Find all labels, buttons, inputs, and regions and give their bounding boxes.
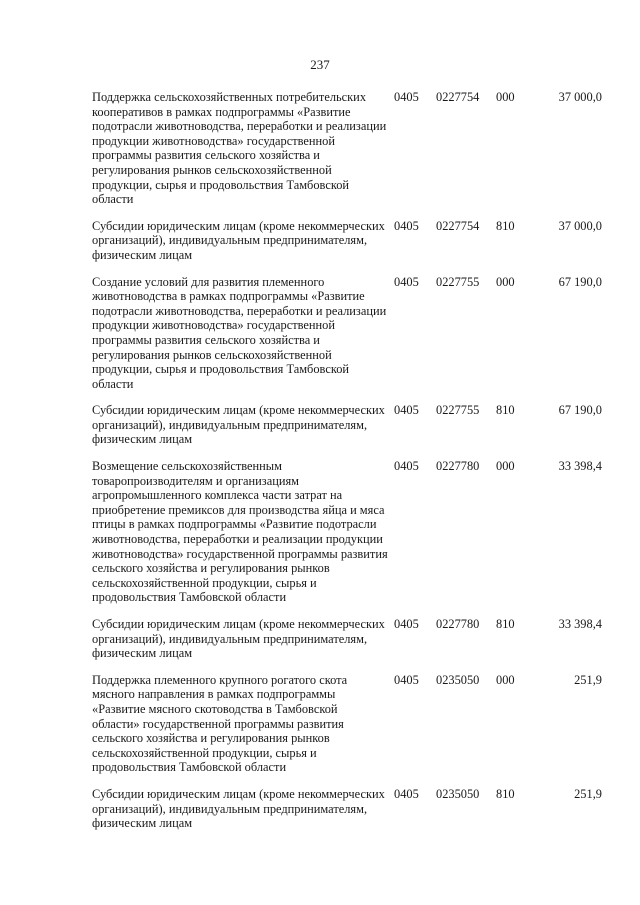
row-amount: 67 190,0	[558, 403, 602, 418]
row-article: 0227755	[436, 403, 480, 418]
row-name-text: Возмещение сельскохозяйственным товаропроизводителям и организациям агропромышленного комплекса части затрат на приобретение премиксов для производства яйца и мяса птицы в рамках подпрограммы «Развитие подотрасли животноводства, переработки и реализации продукции животноводства» государственной программы развития сельского хозяйства и регулирования рынков сельскохозяйственной продукции, сырья и продовольствия Тамбовской области	[92, 459, 388, 605]
row-section: 0405	[394, 617, 419, 631]
row-expense-type: 810	[496, 786, 515, 801]
row-name	[92, 90, 394, 219]
row-article: 0227780	[436, 617, 480, 631]
row-amount: 251,9	[574, 786, 602, 801]
table-row	[92, 459, 602, 617]
row-expense-type: 810	[496, 218, 515, 233]
table-row	[92, 90, 602, 219]
row-amount: 67 190,0	[558, 274, 602, 289]
row-section: 0405	[394, 403, 419, 418]
row-name	[92, 403, 394, 459]
row-article: 0227754	[436, 218, 480, 233]
table-row	[92, 787, 602, 843]
row-section: 0405	[394, 218, 419, 233]
table-row	[92, 219, 602, 275]
row-article: 0227754	[436, 90, 480, 104]
table-row	[92, 275, 602, 404]
row-expense-type: 810	[496, 617, 515, 631]
row-expense-type: 000	[496, 459, 515, 474]
table-row	[92, 617, 602, 673]
row-name	[92, 275, 394, 404]
row-expense-type: 000	[496, 274, 515, 289]
row-name	[92, 617, 394, 673]
row-name	[92, 219, 394, 275]
row-expense-type: 810	[496, 403, 515, 418]
page-number: 237	[310, 57, 330, 72]
row-name-text: Поддержка сельскохозяйственных потребительских кооперативов в рамках подпрограммы «Развитие подотрасли животноводства, переработки и реализации продукции животноводства» государственной программы развития сельского хозяйства и регулирования рынков сельскохозяйственной продукции, сырья и продовольствия Тамбовской области	[92, 90, 387, 207]
row-article: 0235050	[436, 786, 480, 801]
row-amount: 33 398,4	[558, 617, 602, 631]
row-name-text: Субсидии юридическим лицам (кроме некоммерческих организаций), индивидуальным предпринимателям, физическим лицам	[92, 786, 385, 831]
row-article: 0227780	[436, 459, 480, 474]
row-article: 0227755	[436, 274, 480, 289]
row-section: 0405	[394, 274, 419, 289]
row-name	[92, 787, 394, 843]
budget-table	[92, 90, 602, 843]
row-amount: 37 000,0	[558, 90, 602, 104]
row-amount: 37 000,0	[558, 218, 602, 233]
row-expense-type: 000	[496, 90, 515, 104]
row-name-text: Субсидии юридическим лицам (кроме некоммерческих организаций), индивидуальным предпринимателям, физическим лицам	[92, 403, 385, 447]
row-name-text: Создание условий для развития племенного животноводства в рамках подпрограммы «Развитие подотрасли животноводства, переработки и реализации продукции животноводства» государственной программы развития сельского хозяйства и регулирования рынков сельскохозяйственной продукции, сырья и продовольствия Тамбовской области	[92, 274, 387, 391]
row-name-text: Субсидии юридическим лицам (кроме некоммерческих организаций), индивидуальным предпринимателям, физическим лицам	[92, 218, 385, 262]
row-amount: 251,9	[574, 672, 602, 687]
row-section: 0405	[394, 90, 419, 104]
row-name-text: Поддержка племенного крупного рогатого скота мясного направления в рамках подпрограммы «Развитие мясного скотоводства в Тамбовской области» государственной программы развития сельского хозяйства и регулирования рынков сельскохозяйственной продукции, сырья и продовольствия Тамбовской области	[92, 672, 348, 775]
row-name	[92, 459, 394, 617]
row-section: 0405	[394, 459, 419, 474]
row-section: 0405	[394, 672, 419, 687]
row-name	[92, 673, 394, 787]
table-row	[92, 673, 602, 787]
row-section: 0405	[394, 786, 419, 801]
row-article: 0235050	[436, 672, 480, 687]
table-row	[92, 403, 602, 459]
row-name-text: Субсидии юридическим лицам (кроме некоммерческих организаций), индивидуальным предпринимателям, физическим лицам	[92, 617, 385, 661]
row-expense-type: 000	[496, 672, 515, 687]
row-amount: 33 398,4	[558, 459, 602, 474]
